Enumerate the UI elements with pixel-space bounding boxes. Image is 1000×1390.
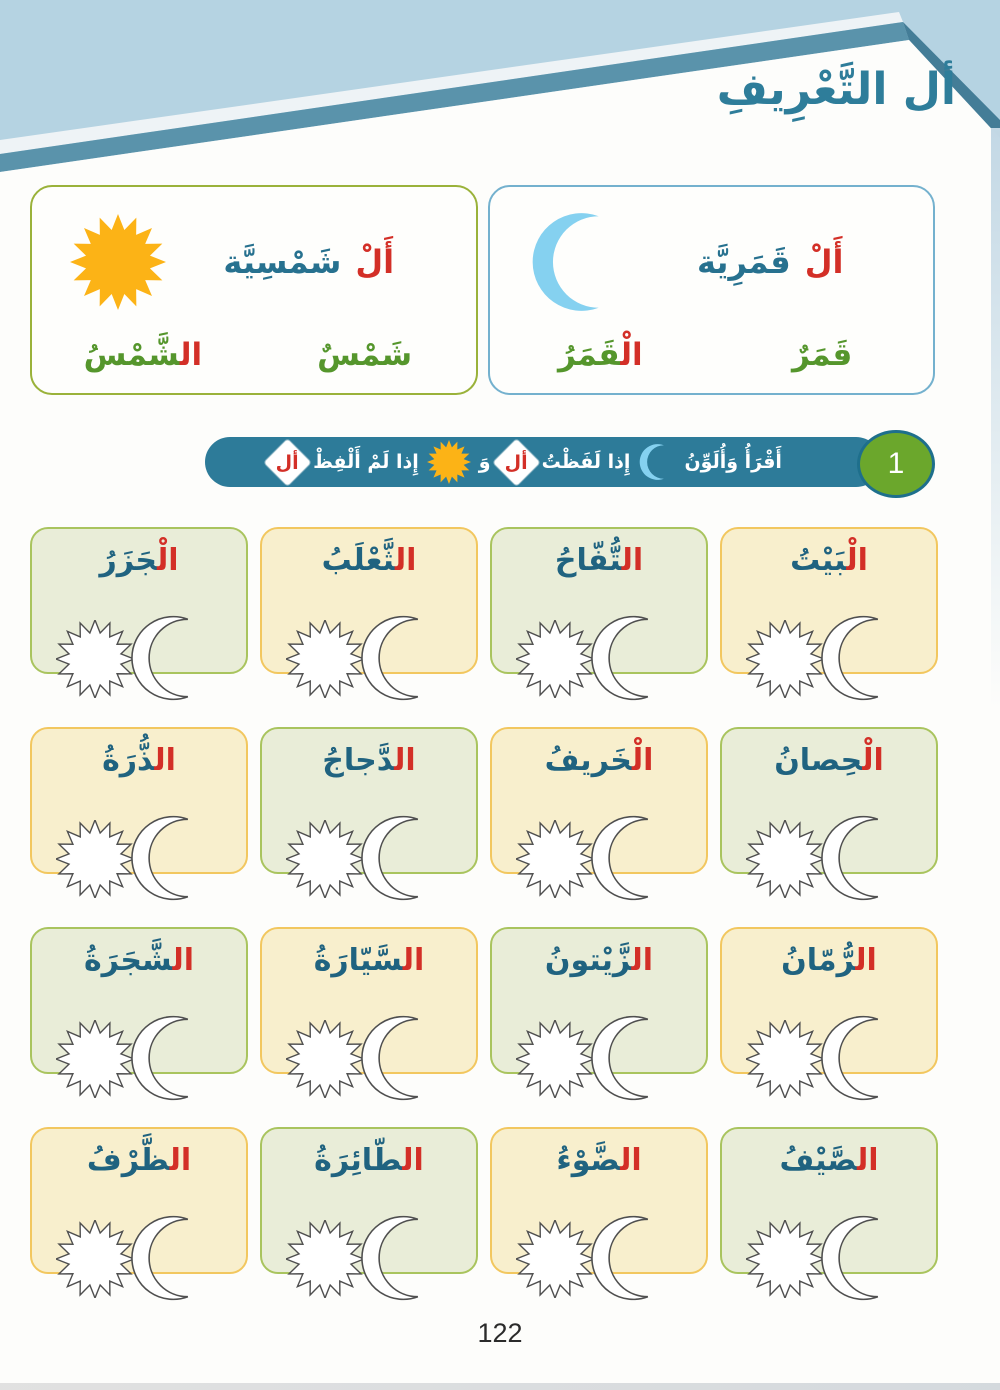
sun-letters-box (30, 185, 478, 395)
sun-letters-label (166, 243, 452, 281)
sun-coloring-target[interactable] (286, 1020, 364, 1098)
word-card-assayf: الصَّيْفُ (720, 1127, 938, 1274)
moon-coloring-target[interactable] (588, 1214, 676, 1302)
instruction-read-color: أَقْرَأُ وَأُلَوِّنُ (684, 451, 782, 473)
word-card-azzarf: الظَّرْفُ (30, 1127, 248, 1274)
word-card-adhdhura: الذُّرَةُ (30, 727, 248, 874)
page-number: 122 (477, 1318, 523, 1348)
scan-bottom-edge (0, 1383, 1000, 1390)
moon-coloring-target[interactable] (588, 614, 676, 702)
scan-page-edge (991, 128, 1000, 708)
moon-coloring-target[interactable] (818, 814, 906, 902)
instruction-and: وَ (478, 451, 491, 473)
sun-coloring-target[interactable] (516, 1220, 594, 1298)
definition-legend (30, 185, 935, 395)
sun-coloring-target[interactable] (56, 820, 134, 898)
sun-definite-word: الشَّمْسُ (83, 337, 203, 373)
moon-coloring-target[interactable] (358, 814, 446, 902)
sun-coloring-target[interactable] (746, 1220, 824, 1298)
word-card-ashshajara: الشَّجَرَةُ (30, 927, 248, 1074)
al-diamond-badge: أل (491, 437, 540, 486)
word-cards-grid (30, 527, 938, 1274)
word-card-aththaalab: الثَّعْلَبُ (260, 527, 478, 674)
sun-coloring-target[interactable] (516, 1020, 594, 1098)
moon-coloring-target[interactable] (818, 1014, 906, 1102)
word-card-attuffah: التُّفّاحُ (490, 527, 708, 674)
sun-coloring-target[interactable] (286, 820, 364, 898)
moon-icon (528, 210, 632, 314)
word-card-arrumman: الرُّمّانُ (720, 927, 938, 1074)
moon-definite-word: الْقَمَرُ (558, 337, 643, 373)
moon-letters-label (632, 243, 910, 281)
word-card-albayt: الْبَيْتُ (720, 527, 938, 674)
instruction-if-pronounced: إِذا لَفَظْتُ (541, 451, 631, 473)
sun-icon (70, 214, 166, 310)
moon-coloring-target[interactable] (818, 614, 906, 702)
moon-coloring-target[interactable] (128, 1214, 216, 1302)
word-card-azzaytun: الزَّيْتونُ (490, 927, 708, 1074)
sun-type-word: شَمْسِيَّة (223, 243, 342, 281)
moon-type-word: قَمَرِيَّة (697, 243, 791, 281)
moon-icon (638, 443, 676, 481)
word-card-alkharif: الْخَريفُ (490, 727, 708, 874)
al-diamond-badge: أل (263, 437, 312, 486)
word-card-assayyara: السَّيّارَةُ (260, 927, 478, 1074)
moon-coloring-target[interactable] (128, 1014, 216, 1102)
moon-coloring-target[interactable] (358, 614, 446, 702)
moon-coloring-target[interactable] (128, 814, 216, 902)
instruction-if-not-pronounced: إِذا لَمْ أَلْفِظْ (313, 451, 419, 473)
sun-indefinite-word: شَمْسٌ (317, 337, 413, 373)
sun-coloring-target[interactable] (516, 620, 594, 698)
moon-coloring-target[interactable] (358, 1214, 446, 1302)
sun-coloring-target[interactable] (746, 620, 824, 698)
word-card-attaira: الطّائِرَةُ (260, 1127, 478, 1274)
instruction-pill (205, 437, 881, 487)
moon-letters-box (488, 185, 936, 395)
sun-coloring-target[interactable] (56, 1220, 134, 1298)
exercise-number-badge: 1 (857, 430, 935, 498)
moon-coloring-target[interactable] (358, 1014, 446, 1102)
moon-coloring-target[interactable] (588, 1014, 676, 1102)
moon-coloring-target[interactable] (128, 614, 216, 702)
word-card-addajaj: الدَّجاجُ (260, 727, 478, 874)
sun-coloring-target[interactable] (56, 620, 134, 698)
word-card-addaw: الضَّوْءُ (490, 1127, 708, 1274)
sun-coloring-target[interactable] (286, 620, 364, 698)
moon-coloring-target[interactable] (588, 814, 676, 902)
sun-coloring-target[interactable] (56, 1020, 134, 1098)
sun-coloring-target[interactable] (286, 1220, 364, 1298)
article-al: أَلْ (355, 243, 395, 281)
word-card-alhisan: الْحِصانُ (720, 727, 938, 874)
exercise-instruction-banner (205, 437, 905, 487)
sun-coloring-target[interactable] (746, 1020, 824, 1098)
article-al: أَلْ (804, 243, 844, 281)
moon-indefinite-word: قَمَرٌ (791, 337, 853, 373)
sun-icon (427, 440, 471, 484)
moon-coloring-target[interactable] (818, 1214, 906, 1302)
sun-coloring-target[interactable] (746, 820, 824, 898)
sun-coloring-target[interactable] (516, 820, 594, 898)
word-card-aljazar: الْجَزَرُ (30, 527, 248, 674)
page-title: أل التَّعْرِيفِ (716, 64, 956, 115)
